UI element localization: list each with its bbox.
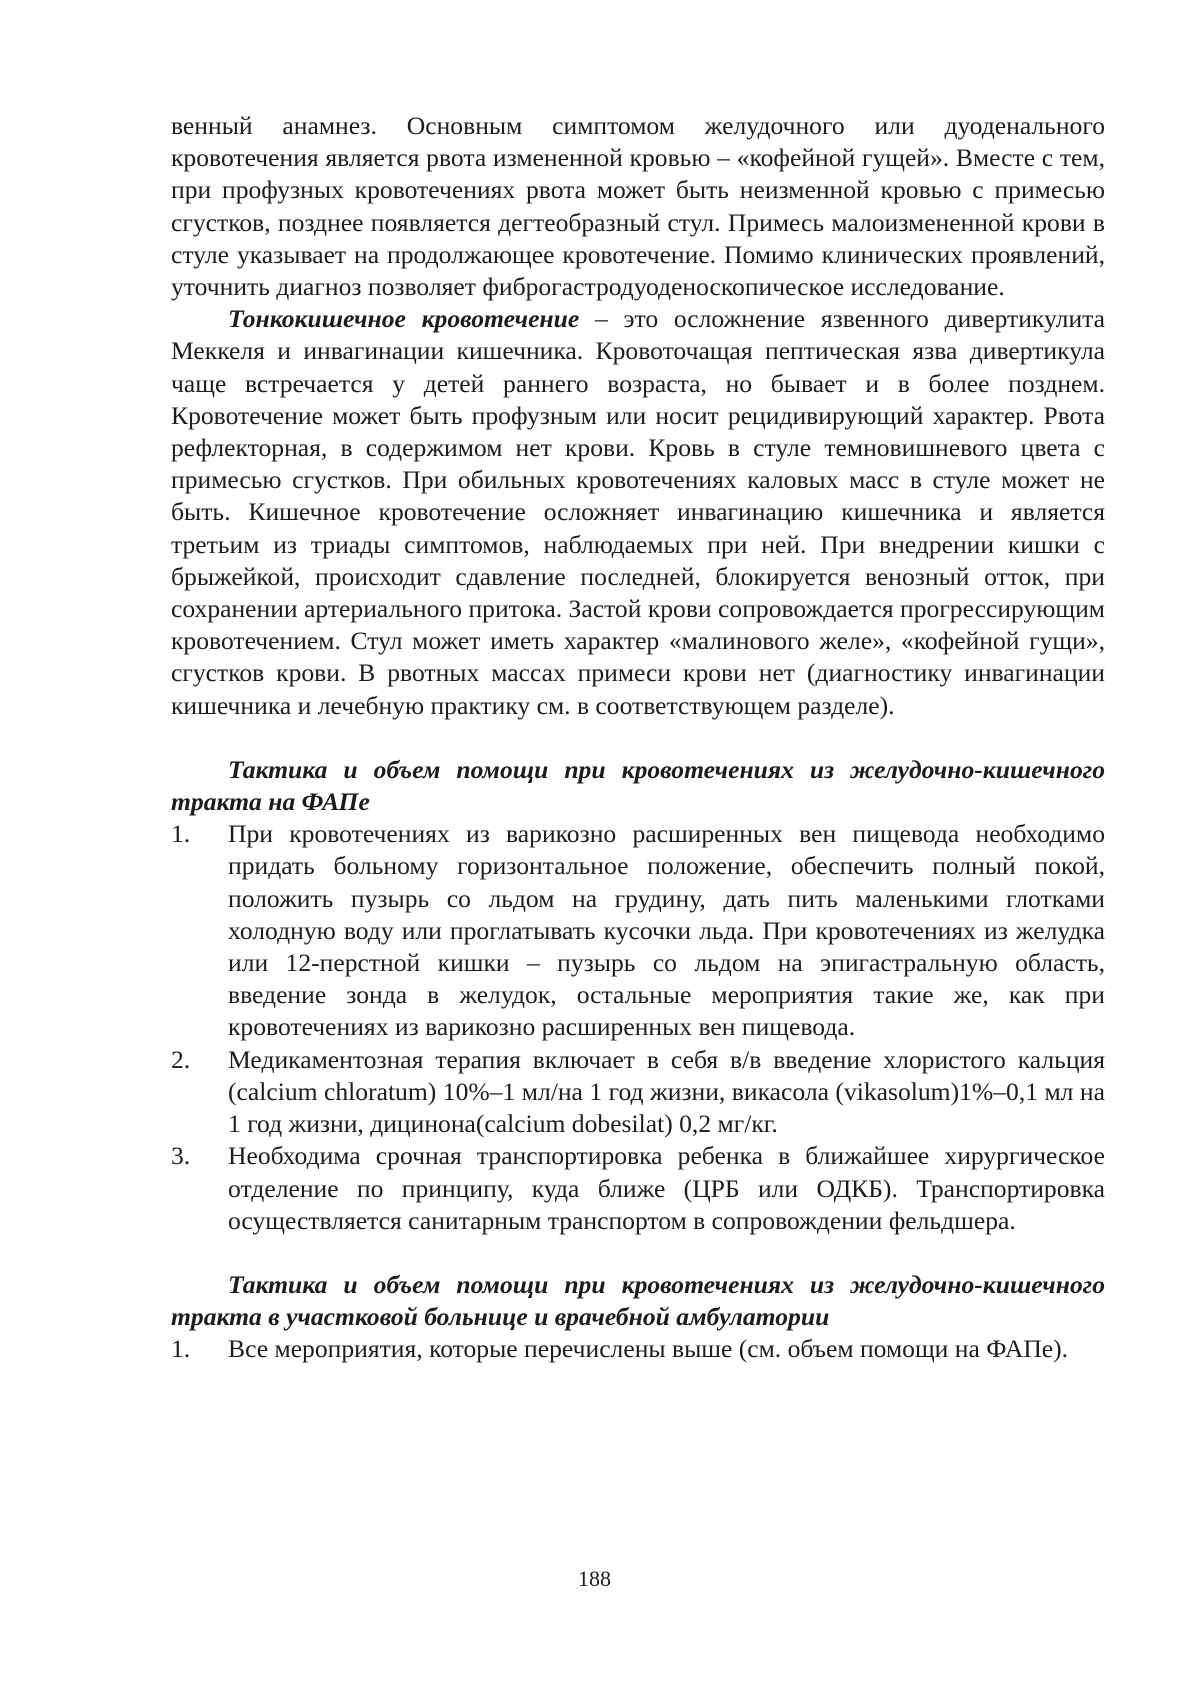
- page-number: 188: [578, 1566, 611, 1591]
- small-intestine-text: – это осложнение язвенного дивертикулита Меккеля и инвагинации кишечника. Кровоточащая пептическая язва дивертикула чаще встречается у детей раннего возраста, но бывает и в более позднем. Кровотечение может быть профузным или носит рецидивирующий характер. Рвота рефлекторная, в содержимом нет крови. Кровь в стуле темновишневого цвета с примесью сгустков. При обильных кровотечениях каловых масс в стуле может не быть. Кишечное кровотечение осложняет инвагинацию кишечника и является третьим из триады симптомов, наблюдаемых при ней. При внедрении кишки с брыжейкой, происходит сдавление последней, блокируется венозный отток, при сохранении артериального притока. Застой крови сопровождается прогрессирующим кровотечением. Стул может иметь характер «малинового желе», «кофейной гущи», сгустков крови. В рвотных массах примеси крови нет (диагностику инвагинации кишечника и лечебную практику см. в соответствующем разделе).: [171, 304, 1105, 720]
- section-spacer: [171, 722, 1105, 754]
- list-item-text: Необходима срочная транспортировка ребенка в ближайшее хирургическое отделение по принципу, куда ближе (ЦРБ или ОДКБ). Транспортировка осуществляется санитарным транспортом в сопровождении фельдшера.: [228, 1141, 1105, 1235]
- list-item-text: Медикаментозная терапия включает в себя в/в введение хлористого кальция (calcium chloratum) 10%–1 мл/на 1 год жизни, викасола (vikasolum)1%–0,1 мл на 1 год жизни, дицинона(calcium dobesilat) 0,2 мг/кг.: [228, 1044, 1105, 1139]
- document-page: [171, 110, 1105, 1366]
- small-intestine-paragraph: [171, 303, 1105, 722]
- hospital-steps-list: [171, 1333, 1105, 1365]
- list-item: [171, 1140, 1105, 1237]
- list-item-text: Все мероприятия, которые перечислены выше (см. объем помощи на ФАПе).: [228, 1334, 1069, 1364]
- section-heading-hospital: Тактика и объем помощи при кровотечениях из желудочно-кишечного тракта в участковой больнице и врачебной амбулатории: [171, 1269, 1105, 1332]
- section-spacer: [171, 1237, 1105, 1269]
- list-item-text: При кровотечениях из варикозно расширенных вен пищевода необходимо придать больному горизонтальное положение, обеспечить полный покой, положить пузырь со льдом на грудину, дать пить маленькими глотками холодную воду или проглатывать кусочки льда. При кровотечениях из желудка или 12-перстной кишки – пузырь со льдом на эпигастральную область, введение зонда в желудок, остальные мероприятия такие же, как при кровотечениях из варикозно расширенных вен пищевода.: [228, 819, 1105, 1042]
- section-heading-fap: Тактика и объем помощи при кровотечениях из желудочно-кишечного тракта на ФАПе: [171, 754, 1105, 817]
- list-item-number: 2.: [171, 1044, 191, 1074]
- list-item-number: 1.: [171, 1334, 191, 1364]
- small-intestine-term: Тонкокишечное кровотечение: [228, 304, 580, 334]
- list-item: [171, 818, 1105, 1043]
- list-item-number: 1.: [171, 819, 191, 849]
- list-item-number: 3.: [171, 1141, 191, 1171]
- list-item: [171, 1333, 1105, 1365]
- fap-steps-list: [171, 818, 1105, 1237]
- list-item: [171, 1044, 1105, 1141]
- intro-paragraph: венный анамнез. Основным симптомом желудочного или дуоденального кровотечения является рвота измененной кровью – «кофейной гущей». Вместе с тем, при профузных кровотечениях рвота может быть неизменной кровью с примесью сгустков, позднее появляется дегтеобразный стул. Примесь малоизмененной крови в стуле указывает на продолжающее кровотечение. Помимо клинических проявлений, уточнить диагноз позволяет фиброгастродуоденоскопическое исследование.: [171, 111, 1105, 302]
